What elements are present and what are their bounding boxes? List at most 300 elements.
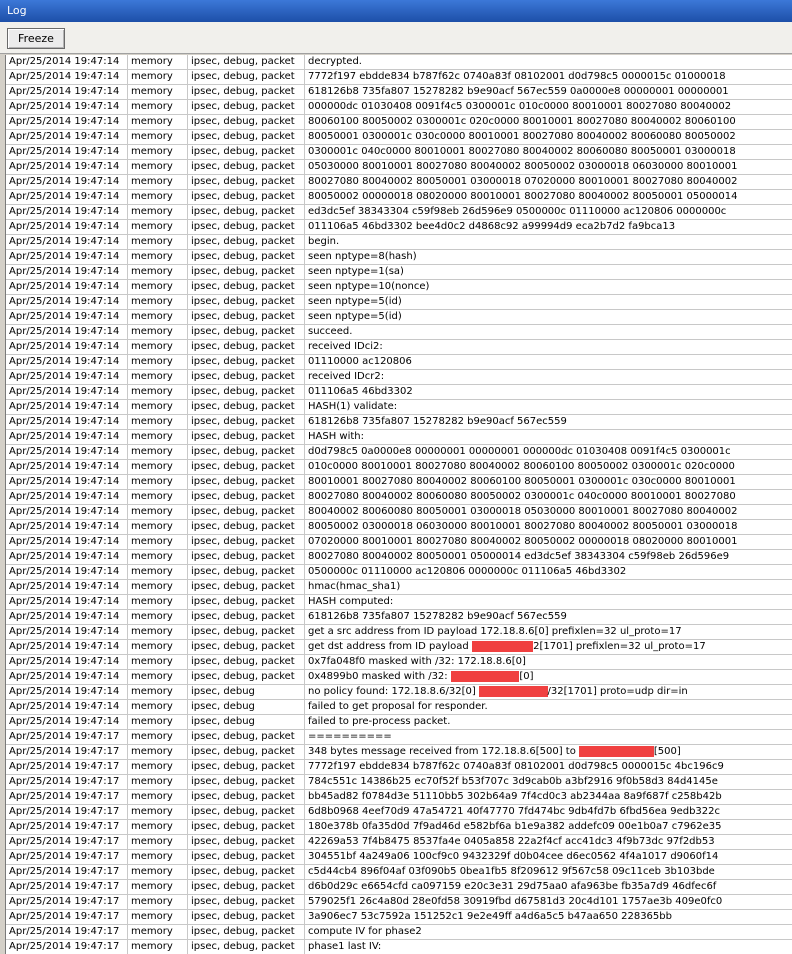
log-topics: ipsec, debug, packet <box>188 370 305 385</box>
toolbar <box>0 22 792 54</box>
log-time: Apr/25/2014 19:47:14 <box>6 130 128 145</box>
log-message <box>305 865 792 880</box>
log-topics: ipsec, debug, packet <box>188 190 305 205</box>
log-message-text: 618126b8 735fa807 15278282 b9e90acf 567ec559 <box>308 611 567 622</box>
log-time: Apr/25/2014 19:47:14 <box>6 490 128 505</box>
log-topics: ipsec, debug, packet <box>188 325 305 340</box>
log-time: Apr/25/2014 19:47:14 <box>6 430 128 445</box>
log-time: Apr/25/2014 19:47:14 <box>6 670 128 685</box>
log-message <box>305 460 792 475</box>
log-row[interactable] <box>6 160 792 175</box>
log-table-container[interactable] <box>5 55 792 954</box>
log-buffer: memory <box>128 445 188 460</box>
log-row[interactable] <box>6 385 792 400</box>
log-message-text: 0x4899b0 masked with /32: <box>308 671 451 682</box>
log-message-text: begin. <box>308 236 340 247</box>
log-buffer: memory <box>128 520 188 535</box>
log-message-text: 0300001c 040c0000 80010001 80027080 80040002 80060080 80050001 03000018 <box>308 146 736 157</box>
log-message <box>305 775 792 790</box>
log-topics: ipsec, debug, packet <box>188 115 305 130</box>
log-time: Apr/25/2014 19:47:14 <box>6 610 128 625</box>
log-message <box>305 85 792 100</box>
log-buffer: memory <box>128 625 188 640</box>
log-time: Apr/25/2014 19:47:17 <box>6 865 128 880</box>
log-message-text-end: [0] <box>519 671 534 682</box>
log-topics: ipsec, debug, packet <box>188 295 305 310</box>
log-topics: ipsec, debug, packet <box>188 775 305 790</box>
log-buffer: memory <box>128 355 188 370</box>
log-row[interactable] <box>6 895 792 910</box>
log-message-text: 0500000c 01110000 ac120806 0000000c 011106a5 46bd3302 <box>308 566 627 577</box>
log-buffer: memory <box>128 325 188 340</box>
log-time: Apr/25/2014 19:47:14 <box>6 115 128 130</box>
log-topics: ipsec, debug, packet <box>188 865 305 880</box>
log-message-text: get a src address from ID payload 172.18.8.6[0] prefixlen=32 ul_proto=17 <box>308 626 682 637</box>
log-topics: ipsec, debug, packet <box>188 280 305 295</box>
log-row[interactable] <box>6 655 792 670</box>
window-title-bar[interactable] <box>0 0 792 22</box>
log-row[interactable] <box>6 100 792 115</box>
log-message <box>305 220 792 235</box>
log-message-text: d6b0d29c e6654cfd ca097159 e20c3e31 29d75aa0 afa963be fb35a7d9 46dfec6f <box>308 881 717 892</box>
log-message <box>305 160 792 175</box>
log-topics: ipsec, debug <box>188 715 305 730</box>
log-time: Apr/25/2014 19:47:14 <box>6 100 128 115</box>
log-time: Apr/25/2014 19:47:14 <box>6 265 128 280</box>
log-time: Apr/25/2014 19:47:14 <box>6 370 128 385</box>
log-message-text: 07020000 80010001 80027080 80040002 80050002 00000018 08020000 80010001 <box>308 536 738 547</box>
log-buffer: memory <box>128 370 188 385</box>
log-time: Apr/25/2014 19:47:14 <box>6 205 128 220</box>
log-topics: ipsec, debug, packet <box>188 805 305 820</box>
log-topics: ipsec, debug, packet <box>188 220 305 235</box>
log-buffer: memory <box>128 130 188 145</box>
log-topics: ipsec, debug, packet <box>188 730 305 745</box>
log-time: Apr/25/2014 19:47:14 <box>6 580 128 595</box>
log-message-text: HASH with: <box>308 431 364 442</box>
log-time: Apr/25/2014 19:47:17 <box>6 820 128 835</box>
log-topics: ipsec, debug, packet <box>188 535 305 550</box>
log-topics: ipsec, debug, packet <box>188 925 305 940</box>
log-message <box>305 910 792 925</box>
log-message-text: c5d44cb4 896f04af 03f090b5 0bea1fb5 8f209612 9f567c58 09c11ceb 3b103bde <box>308 866 715 877</box>
log-message-text: 80027080 80040002 80050001 05000014 ed3dc5ef 38343304 c59f98eb 26d596e9 <box>308 551 730 562</box>
log-row[interactable] <box>6 730 792 745</box>
log-row[interactable] <box>6 340 792 355</box>
log-message-text: received IDcr2: <box>308 371 385 382</box>
log-row[interactable] <box>6 580 792 595</box>
log-message-text: 05030000 80010001 80027080 80040002 80050002 03000018 06030000 80010001 <box>308 161 738 172</box>
log-row[interactable] <box>6 265 792 280</box>
log-row[interactable] <box>6 595 792 610</box>
log-row[interactable] <box>6 220 792 235</box>
log-row[interactable] <box>6 415 792 430</box>
log-message <box>305 850 792 865</box>
log-message-text: 180e378b 0fa35d0d 7f9ad46d e582bf6a b1e9a382 addefc09 00e1b0a7 c7962e35 <box>308 821 722 832</box>
log-message <box>305 835 792 850</box>
log-buffer: memory <box>128 385 188 400</box>
log-row[interactable] <box>6 460 792 475</box>
log-row[interactable] <box>6 205 792 220</box>
log-topics: ipsec, debug, packet <box>188 145 305 160</box>
log-buffer: memory <box>128 175 188 190</box>
log-buffer: memory <box>128 310 188 325</box>
log-message <box>305 55 792 70</box>
log-row[interactable] <box>6 250 792 265</box>
log-buffer: memory <box>128 115 188 130</box>
log-message <box>305 130 792 145</box>
log-message <box>305 745 792 760</box>
log-message-text: 6d8b0968 4eef70d9 47a54721 40f47770 7fd474bc 9db4fd7b 6fbd56ea 9edb322c <box>308 806 721 817</box>
log-buffer: memory <box>128 655 188 670</box>
log-row[interactable] <box>6 535 792 550</box>
log-message <box>305 565 792 580</box>
log-buffer: memory <box>128 760 188 775</box>
log-row[interactable] <box>6 445 792 460</box>
log-topics: ipsec, debug, packet <box>188 550 305 565</box>
log-message-text: decrypted. <box>308 56 362 67</box>
log-message <box>305 445 792 460</box>
log-time: Apr/25/2014 19:47:14 <box>6 565 128 580</box>
log-topics: ipsec, debug, packet <box>188 205 305 220</box>
log-message <box>305 730 792 745</box>
log-time: Apr/25/2014 19:47:14 <box>6 190 128 205</box>
log-topics: ipsec, debug, packet <box>188 625 305 640</box>
log-row[interactable] <box>6 805 792 820</box>
log-message-text: failed to get proposal for responder. <box>308 701 488 712</box>
log-message-text: 618126b8 735fa807 15278282 b9e90acf 567ec559 <box>308 416 567 427</box>
log-time: Apr/25/2014 19:47:17 <box>6 730 128 745</box>
log-row[interactable] <box>6 835 792 850</box>
log-topics: ipsec, debug, packet <box>188 85 305 100</box>
log-buffer: memory <box>128 820 188 835</box>
log-message <box>305 790 792 805</box>
log-row[interactable] <box>6 430 792 445</box>
log-message-text: 7772f197 ebdde834 b787f62c 0740a83f 08102001 d0d798c5 0000015c 4bc196c9 <box>308 761 724 772</box>
log-buffer: memory <box>128 850 188 865</box>
log-time: Apr/25/2014 19:47:14 <box>6 550 128 565</box>
log-message-text: failed to pre-process packet. <box>308 716 451 727</box>
log-message <box>305 820 792 835</box>
log-topics: ipsec, debug, packet <box>188 520 305 535</box>
log-topics: ipsec, debug, packet <box>188 445 305 460</box>
log-message-text: 42269a53 7f4b8475 8537fa4e 0405a858 22a2f4cf acc41dc3 4f9b73dc 97f2db53 <box>308 836 715 847</box>
log-time: Apr/25/2014 19:47:14 <box>6 715 128 730</box>
log-row[interactable] <box>6 145 792 160</box>
log-time: Apr/25/2014 19:47:17 <box>6 790 128 805</box>
log-buffer: memory <box>128 145 188 160</box>
log-row[interactable] <box>6 520 792 535</box>
log-buffer: memory <box>128 100 188 115</box>
log-topics: ipsec, debug, packet <box>188 790 305 805</box>
log-message <box>305 250 792 265</box>
redaction-mark: 7XXXXXXXXXX <box>579 746 654 757</box>
log-topics: ipsec, debug, packet <box>188 610 305 625</box>
log-row[interactable] <box>6 400 792 415</box>
log-topics: ipsec, debug, packet <box>188 385 305 400</box>
log-row[interactable] <box>6 190 792 205</box>
log-time: Apr/25/2014 19:47:17 <box>6 940 128 954</box>
log-topics: ipsec, debug, packet <box>188 265 305 280</box>
log-message-text: 011106a5 46bd3302 bee4d0c2 d4868c92 a99994d9 eca2b7d2 fa9bca13 <box>308 221 676 232</box>
log-row[interactable] <box>6 940 792 954</box>
log-message-text: bb45ad82 f0784d3e 51110bb5 302b64a9 7f4cd0c3 ab2344aa 8a9f687f c258b42b <box>308 791 722 802</box>
log-topics: ipsec, debug <box>188 700 305 715</box>
log-message-text: HASH computed: <box>308 596 394 607</box>
log-message-text: 80010001 80027080 80040002 80060100 80050001 0300001c 030c0000 80010001 <box>308 476 736 487</box>
log-time: Apr/25/2014 19:47:14 <box>6 295 128 310</box>
log-time: Apr/25/2014 19:47:14 <box>6 175 128 190</box>
log-row[interactable] <box>6 910 792 925</box>
log-row[interactable] <box>6 355 792 370</box>
log-row[interactable] <box>6 370 792 385</box>
log-message-text-end: [500] <box>653 746 681 757</box>
log-message <box>305 475 792 490</box>
log-time: Apr/25/2014 19:47:17 <box>6 760 128 775</box>
log-row[interactable] <box>6 925 792 940</box>
log-topics: ipsec, debug, packet <box>188 670 305 685</box>
log-time: Apr/25/2014 19:47:17 <box>6 805 128 820</box>
log-buffer: memory <box>128 550 188 565</box>
log-time: Apr/25/2014 19:47:14 <box>6 145 128 160</box>
log-message <box>305 265 792 280</box>
log-row[interactable] <box>6 295 792 310</box>
log-message <box>305 280 792 295</box>
log-topics: ipsec, debug, packet <box>188 100 305 115</box>
log-buffer: memory <box>128 895 188 910</box>
log-buffer: memory <box>128 490 188 505</box>
log-message-text: 579025f1 26c4a80d 28e0fd58 30919fbd d67581d3 20c4d101 1757ae3b 409e0fc0 <box>308 896 723 907</box>
log-row[interactable] <box>6 115 792 130</box>
log-message <box>305 430 792 445</box>
log-row[interactable] <box>6 130 792 145</box>
log-row[interactable] <box>6 670 792 685</box>
log-message <box>305 340 792 355</box>
log-message <box>305 490 792 505</box>
log-buffer: memory <box>128 535 188 550</box>
log-buffer: memory <box>128 430 188 445</box>
log-row[interactable] <box>6 820 792 835</box>
log-topics: ipsec, debug, packet <box>188 460 305 475</box>
log-message <box>305 100 792 115</box>
log-row[interactable] <box>6 70 792 85</box>
log-message-text: HASH(1) validate: <box>308 401 398 412</box>
log-row[interactable] <box>6 790 792 805</box>
log-row[interactable] <box>6 505 792 520</box>
log-time: Apr/25/2014 19:47:14 <box>6 220 128 235</box>
log-message <box>305 580 792 595</box>
log-message <box>305 535 792 550</box>
log-row[interactable] <box>6 475 792 490</box>
log-topics: ipsec, debug, packet <box>188 835 305 850</box>
log-row[interactable] <box>6 175 792 190</box>
log-time: Apr/25/2014 19:47:14 <box>6 340 128 355</box>
log-message <box>305 325 792 340</box>
log-time: Apr/25/2014 19:47:14 <box>6 235 128 250</box>
log-message <box>305 175 792 190</box>
log-message <box>305 415 792 430</box>
log-topics: ipsec, debug, packet <box>188 565 305 580</box>
log-message-text: received IDci2: <box>308 341 383 352</box>
log-message-text: seen nptype=8(hash) <box>308 251 417 262</box>
redaction-mark: XXXXXXXXXX <box>478 686 548 697</box>
log-time: Apr/25/2014 19:47:17 <box>6 850 128 865</box>
log-row[interactable] <box>6 490 792 505</box>
log-time: Apr/25/2014 19:47:14 <box>6 400 128 415</box>
log-time: Apr/25/2014 19:47:17 <box>6 910 128 925</box>
log-message <box>305 880 792 895</box>
log-topics: ipsec, debug, packet <box>188 130 305 145</box>
log-row[interactable] <box>6 760 792 775</box>
log-topics: ipsec, debug, packet <box>188 310 305 325</box>
log-time: Apr/25/2014 19:47:14 <box>6 595 128 610</box>
log-buffer: memory <box>128 55 188 70</box>
log-buffer: memory <box>128 475 188 490</box>
log-message-text: 348 bytes message received from 172.18.8.6[500] to <box>308 746 579 757</box>
log-message <box>305 520 792 535</box>
log-buffer: memory <box>128 730 188 745</box>
log-buffer: memory <box>128 85 188 100</box>
log-message <box>305 670 792 685</box>
log-topics: ipsec, debug, packet <box>188 760 305 775</box>
log-message <box>305 595 792 610</box>
log-message-text: 000000dc 01030408 0091f4c5 0300001c 010c0000 80010001 80027080 80040002 <box>308 101 732 112</box>
log-buffer: memory <box>128 640 188 655</box>
log-time: Apr/25/2014 19:47:14 <box>6 250 128 265</box>
log-topics: ipsec, debug, packet <box>188 475 305 490</box>
log-time: Apr/25/2014 19:47:17 <box>6 895 128 910</box>
log-time: Apr/25/2014 19:47:17 <box>6 880 128 895</box>
log-message-text: 3a906ec7 53c7592a 151252c1 9e2e49ff a4d6a5c5 b47aa650 228365bb <box>308 911 672 922</box>
log-message-text: 80050001 0300001c 030c0000 80010001 80027080 80040002 80060080 80050002 <box>308 131 736 142</box>
log-message-text: 80027080 80040002 80060080 80050002 0300001c 040c0000 80010001 80027080 <box>308 491 736 502</box>
log-row[interactable] <box>6 865 792 880</box>
log-message-text: 7772f197 ebdde834 b787f62c 0740a83f 08102001 d0d798c5 0000015c 01000018 <box>308 71 726 82</box>
log-buffer: memory <box>128 595 188 610</box>
log-time: Apr/25/2014 19:47:14 <box>6 160 128 175</box>
log-buffer: memory <box>128 295 188 310</box>
log-topics: ipsec, debug, packet <box>188 820 305 835</box>
log-message-text: compute IV for phase2 <box>308 926 422 937</box>
log-time: Apr/25/2014 19:47:14 <box>6 385 128 400</box>
log-message <box>305 385 792 400</box>
log-buffer: memory <box>128 790 188 805</box>
log-message <box>305 715 792 730</box>
log-topics: ipsec, debug, packet <box>188 640 305 655</box>
log-row[interactable] <box>6 745 792 760</box>
log-topics: ipsec, debug, packet <box>188 940 305 954</box>
log-buffer: memory <box>128 190 188 205</box>
log-time: Apr/25/2014 19:47:14 <box>6 640 128 655</box>
log-message <box>305 115 792 130</box>
log-message <box>305 400 792 415</box>
log-message-text: 784c551c 14386b25 ec70f52f b53f707c 3d9cab0b a3bf2916 9f0b58d3 84d4145e <box>308 776 718 787</box>
log-message <box>305 145 792 160</box>
log-topics: ipsec, debug, packet <box>188 505 305 520</box>
log-message-text: 010c0000 80010001 80027080 80040002 80060100 80050002 0300001c 020c0000 <box>308 461 735 472</box>
log-message <box>305 295 792 310</box>
log-row[interactable] <box>6 235 792 250</box>
log-time: Apr/25/2014 19:47:14 <box>6 700 128 715</box>
log-buffer: memory <box>128 460 188 475</box>
log-buffer: memory <box>128 745 188 760</box>
log-row[interactable] <box>6 775 792 790</box>
log-message-text: 304551bf 4a249a06 100cf9c0 9432329f d0b04cee d6ec0562 4f4a1017 d9060f14 <box>308 851 719 862</box>
log-message <box>305 550 792 565</box>
log-buffer: memory <box>128 340 188 355</box>
log-message <box>305 355 792 370</box>
log-table <box>6 55 792 954</box>
log-topics: ipsec, debug, packet <box>188 880 305 895</box>
log-message-text: succeed. <box>308 326 353 337</box>
freeze-button[interactable]: Freeze <box>7 28 65 49</box>
log-row[interactable] <box>6 700 792 715</box>
log-time: Apr/25/2014 19:47:14 <box>6 475 128 490</box>
log-message-text: hmac(hmac_sha1) <box>308 581 401 592</box>
log-topics: ipsec, debug, packet <box>188 55 305 70</box>
log-buffer: memory <box>128 940 188 954</box>
redaction-mark: XXXXXXXXXX <box>450 671 520 682</box>
log-row[interactable] <box>6 310 792 325</box>
log-time: Apr/25/2014 19:47:14 <box>6 415 128 430</box>
log-buffer: memory <box>128 415 188 430</box>
log-buffer: memory <box>128 220 188 235</box>
log-row[interactable] <box>6 685 792 700</box>
log-time: Apr/25/2014 19:47:14 <box>6 55 128 70</box>
log-row[interactable] <box>6 850 792 865</box>
log-message-text: seen nptype=5(id) <box>308 311 402 322</box>
log-topics: ipsec, debug, packet <box>188 595 305 610</box>
log-message-text-end: /32[1701] proto=udp dir=in <box>547 686 688 697</box>
log-buffer: memory <box>128 775 188 790</box>
log-message <box>305 685 792 700</box>
log-row[interactable] <box>6 640 792 655</box>
log-message-text: 80060100 80050002 0300001c 020c0000 80010001 80027080 80040002 80060100 <box>308 116 736 127</box>
log-row[interactable] <box>6 565 792 580</box>
log-topics: ipsec, debug, packet <box>188 235 305 250</box>
log-message <box>305 505 792 520</box>
log-time: Apr/25/2014 19:47:14 <box>6 325 128 340</box>
log-row[interactable] <box>6 85 792 100</box>
log-time: Apr/25/2014 19:47:14 <box>6 85 128 100</box>
log-row[interactable] <box>6 610 792 625</box>
log-message-text-end: 2[1701] prefixlen=32 ul_proto=17 <box>533 641 706 652</box>
log-message <box>305 760 792 775</box>
log-buffer: memory <box>128 265 188 280</box>
log-row[interactable] <box>6 625 792 640</box>
log-message <box>305 640 792 655</box>
log-message <box>305 625 792 640</box>
log-buffer: memory <box>128 910 188 925</box>
log-row[interactable] <box>6 55 792 70</box>
log-message-text: ========== <box>308 731 392 742</box>
log-row[interactable] <box>6 280 792 295</box>
log-buffer: memory <box>128 400 188 415</box>
log-topics: ipsec, debug, packet <box>188 250 305 265</box>
log-row[interactable] <box>6 715 792 730</box>
log-time: Apr/25/2014 19:47:14 <box>6 535 128 550</box>
log-row[interactable] <box>6 550 792 565</box>
log-buffer: memory <box>128 700 188 715</box>
log-topics: ipsec, debug, packet <box>188 415 305 430</box>
window-title: Log <box>7 4 27 17</box>
log-message-text: seen nptype=1(sa) <box>308 266 404 277</box>
log-message <box>305 925 792 940</box>
log-buffer: memory <box>128 565 188 580</box>
redaction-mark: 7XXXXXXXX <box>471 641 534 652</box>
log-row[interactable] <box>6 325 792 340</box>
log-row[interactable] <box>6 880 792 895</box>
